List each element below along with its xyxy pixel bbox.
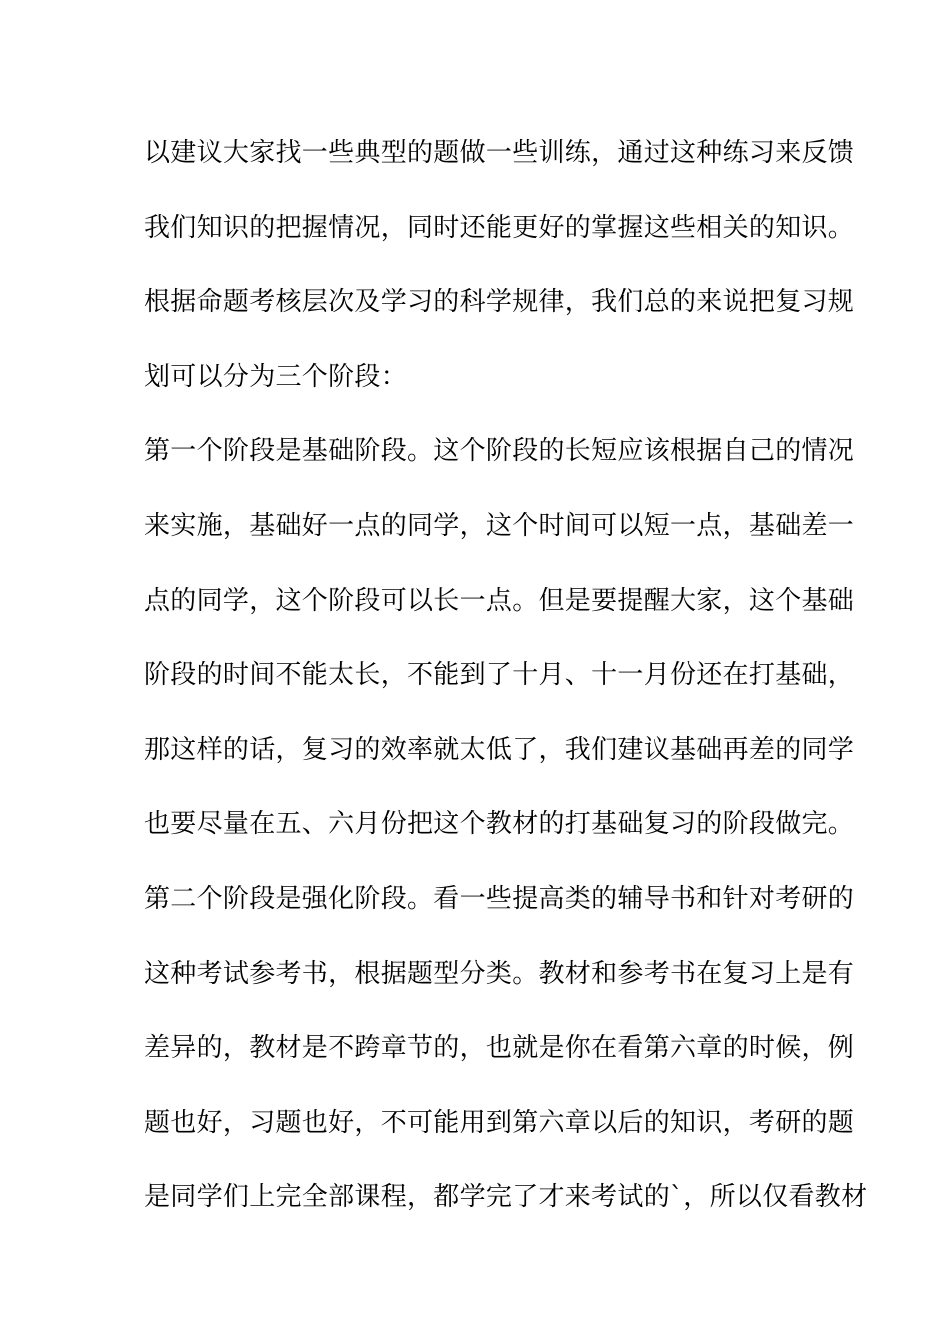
body-text <box>144 128 868 1247</box>
text-line: 这种考试参考书，根据题型分类。教材和参考书在复习上是有 <box>144 958 855 989</box>
text-line: 来实施，基础好一点的同学，这个时间可以短一点，基础差一 <box>144 510 855 541</box>
text-line: 点的同学，这个阶段可以长一点。但是要提醒大家，这个基础 <box>144 585 855 616</box>
text-line: 划可以分为三个阶段： <box>144 361 408 392</box>
text-line: 第二个阶段是强化阶段。看一些提高类的辅导书和针对考研的 <box>144 883 855 914</box>
text-line: 也要尽量在五、六月份把这个教材的打基础复习的阶段做完。 <box>144 809 855 840</box>
text-line: 我们知识的把握情况，同时还能更好的掌握这些相关的知识。 <box>144 212 855 243</box>
text-line: 是同学们上完全部课程，都学完了才来考试的`，所以仅看教材 <box>144 1182 868 1213</box>
text-line: 差异的，教材是不跨章节的，也就是你在看第六章的时候，例 <box>144 1033 855 1064</box>
text-line: 第一个阶段是基础阶段。这个阶段的长短应该根据自己的情况 <box>144 436 855 467</box>
text-line: 以建议大家找一些典型的题做一些训练，通过这种练习来反馈 <box>144 138 855 168</box>
text-line: 题也好，习题也好，不可能用到第六章以后的知识，考研的题 <box>144 1107 855 1138</box>
text-line: 阶段的时间不能太长，不能到了十月、十一月份还在打基础， <box>144 660 855 691</box>
text-line: 那这样的话，复习的效率就太低了，我们建议基础再差的同学 <box>144 734 855 765</box>
text-line: 根据命题考核层次及学习的科学规律，我们总的来说把复习规 <box>144 287 855 318</box>
